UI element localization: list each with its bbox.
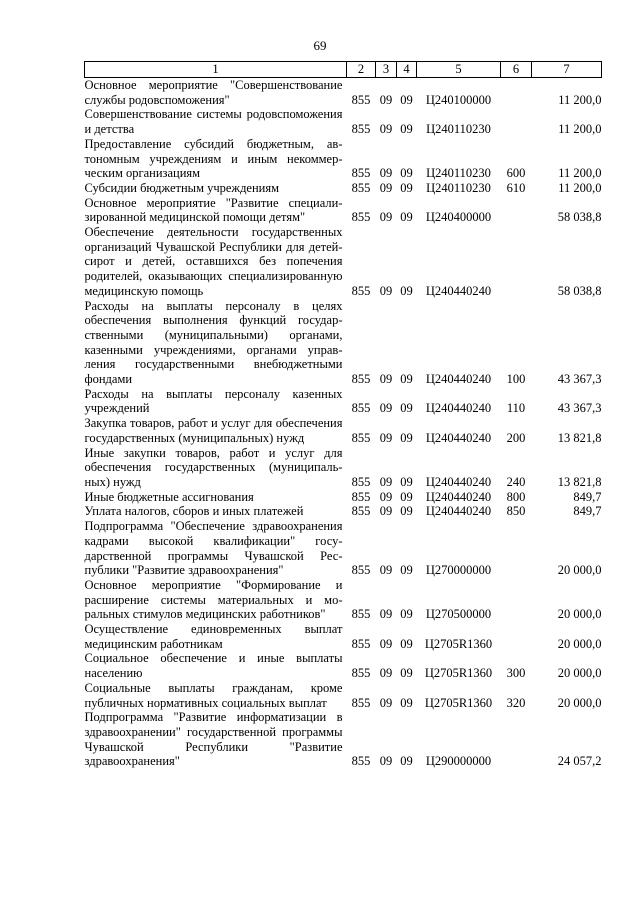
amount-cell: 20 000,0 — [557, 563, 602, 578]
column-header-3: 3 — [376, 62, 397, 78]
target-article-cell: Ц240100000 — [425, 92, 492, 107]
ministry-code-cell: 855 — [351, 695, 371, 710]
subsection-code-cell: 09 — [400, 489, 413, 504]
row-name-cell: Основное мероприятие "Совершенствование службы родовспоможения" — [84, 78, 343, 107]
section-code-cell: 09 — [379, 607, 393, 622]
section-code-cell: 09 — [379, 666, 393, 681]
expense-type-cell — [501, 519, 532, 578]
target-article-cell: Ц240440240 — [425, 372, 492, 387]
target-article-cell: Ц2705R1360 — [424, 695, 493, 710]
table-row — [85, 299, 602, 387]
expense-type-cell: 200 — [506, 430, 526, 445]
section-code-cell: 09 — [379, 754, 393, 769]
column-header-6: 6 — [501, 62, 532, 78]
table-row — [85, 78, 602, 108]
row-name-cell: Совершенствование системы родовспоможения и детства — [84, 107, 343, 137]
target-article-cell: Ц240400000 — [425, 210, 492, 225]
ministry-code-cell: 855 — [351, 210, 371, 225]
row-name-cell: Основное мероприятие "Развитие специализированной медицинской помощи детям" — [84, 195, 343, 225]
amount-cell: 20 000,0 — [557, 666, 602, 681]
row-name-cell: Закупка товаров, работ и услуг для обеспечения государственных (муниципальных) нужд — [84, 416, 343, 445]
expense-type-cell: 850 — [506, 504, 526, 519]
column-header-1: 1 — [85, 62, 347, 78]
section-code-cell: 09 — [379, 180, 393, 195]
target-article-cell: Ц2705R1360 — [424, 666, 493, 681]
expense-type-cell: 300 — [506, 666, 526, 681]
ministry-code-cell: 855 — [351, 563, 371, 578]
table-row — [85, 416, 602, 445]
row-name-cell: Подпрограмма "Обеспечение здравоохранения кадрами высокой квалификации" государственной программы Чувашской Республики "Развитие здравоохранения" — [84, 519, 343, 578]
column-header-7: 7 — [532, 62, 602, 78]
subsection-code-cell: 09 — [400, 666, 413, 681]
ministry-code-cell: 855 — [351, 474, 371, 489]
expense-type-cell: 320 — [506, 695, 526, 710]
subsection-code-cell: 09 — [400, 636, 413, 651]
row-name-cell: Социальные выплаты гражданам, кроме публичных нормативных социальных выплат — [84, 680, 343, 710]
target-article-cell: Ц240110230 — [426, 122, 491, 137]
table-row — [85, 578, 602, 622]
target-article-cell: Ц240440240 — [425, 504, 492, 519]
table-row — [85, 446, 602, 490]
subsection-code-cell: 09 — [400, 754, 413, 769]
amount-cell: 20 000,0 — [557, 636, 602, 651]
amount-cell: 11 200,0 — [558, 92, 602, 107]
section-code-cell: 09 — [379, 563, 393, 578]
target-article-cell: Ц290000000 — [425, 754, 492, 769]
section-code-cell: 09 — [379, 210, 393, 225]
table-row — [85, 137, 602, 181]
target-article-cell: Ц270000000 — [425, 563, 492, 578]
expense-type-cell: 100 — [506, 372, 526, 387]
amount-cell: 20 000,0 — [557, 695, 602, 710]
budget-table — [84, 61, 602, 769]
subsection-code-cell: 09 — [400, 607, 413, 622]
ministry-code-cell: 855 — [351, 504, 371, 519]
amount-cell: 58 038,8 — [557, 283, 602, 298]
ministry-code-cell: 855 — [351, 283, 371, 298]
target-article-cell: Ц240110230 — [426, 166, 491, 181]
ministry-code-cell: 855 — [351, 372, 371, 387]
subsection-code-cell: 09 — [400, 372, 413, 387]
section-code-cell: 09 — [379, 695, 393, 710]
table-row — [85, 504, 602, 519]
section-code-cell: 09 — [379, 401, 393, 416]
section-code-cell: 09 — [379, 92, 393, 107]
expense-type-cell — [501, 710, 532, 769]
table-row — [85, 181, 602, 196]
subsection-code-cell: 09 — [400, 695, 413, 710]
target-article-cell: Ц240110230 — [426, 180, 491, 195]
amount-cell: 13 821,8 — [557, 430, 602, 445]
ministry-code-cell: 855 — [351, 754, 371, 769]
amount-cell: 849,7 — [573, 489, 602, 504]
row-name-cell: Осуществление единовременных выплат медицинским работникам — [84, 622, 343, 651]
amount-cell: 11 200,0 — [558, 180, 602, 195]
table-row — [85, 387, 602, 416]
ministry-code-cell: 855 — [351, 92, 371, 107]
expense-type-cell — [501, 107, 532, 136]
section-code-cell: 09 — [379, 122, 393, 137]
expense-type-cell — [501, 622, 532, 651]
page-number: 69 — [313, 38, 327, 53]
subsection-code-cell: 09 — [400, 504, 413, 519]
ministry-code-cell: 855 — [351, 636, 371, 651]
column-header-4: 4 — [397, 62, 417, 78]
expense-type-cell: 240 — [506, 474, 526, 489]
column-header-2: 2 — [347, 62, 376, 78]
ministry-code-cell: 855 — [351, 180, 371, 195]
table-row — [85, 681, 602, 710]
expense-type-cell: 110 — [506, 401, 526, 416]
row-name-cell: Подпрограмма "Развитие информатизации в здравоохранении" государственной программы Чувашской Республики "Развитие здравоохранения" — [84, 710, 343, 769]
expense-type-cell — [501, 196, 532, 225]
expense-type-cell: 600 — [506, 166, 526, 181]
target-article-cell: Ц2705R1360 — [424, 636, 493, 651]
expense-type-cell: 610 — [506, 180, 526, 195]
ministry-code-cell: 855 — [351, 666, 371, 681]
amount-cell: 58 038,8 — [557, 210, 602, 225]
ministry-code-cell: 855 — [351, 430, 371, 445]
subsection-code-cell: 09 — [400, 210, 413, 225]
table-row — [85, 710, 602, 769]
ministry-code-cell: 855 — [351, 122, 371, 137]
section-code-cell: 09 — [379, 283, 393, 298]
row-name-cell: Субсидии бюджетным учреждениям — [84, 180, 280, 195]
subsection-code-cell: 09 — [400, 92, 413, 107]
expense-type-cell — [501, 225, 532, 299]
section-code-cell: 09 — [379, 489, 393, 504]
table-header-row — [85, 62, 602, 78]
subsection-code-cell: 09 — [400, 430, 413, 445]
amount-cell: 11 200,0 — [558, 166, 602, 181]
row-name-cell: Иные закупки товаров, работ и услуг для обеспечения государственных (муниципальных) нужд — [84, 445, 343, 489]
expense-type-cell — [501, 578, 532, 622]
section-code-cell: 09 — [379, 430, 393, 445]
amount-cell: 43 367,3 — [557, 372, 602, 387]
target-article-cell: Ц240440240 — [425, 474, 492, 489]
row-name-cell: Обеспечение деятельности государственных организаций Чувашской Республики для детей-сирот и детей, оставшихся без попечения родителей, оказывающих специализированную медицинскую помощь — [84, 225, 343, 298]
section-code-cell: 09 — [379, 636, 393, 651]
section-code-cell: 09 — [379, 504, 393, 519]
table-row — [85, 490, 602, 505]
amount-cell: 24 057,2 — [557, 754, 602, 769]
amount-cell: 20 000,0 — [557, 607, 602, 622]
table-row — [85, 519, 602, 578]
table-row — [85, 651, 602, 680]
target-article-cell: Ц240440240 — [425, 489, 492, 504]
target-article-cell: Ц240440240 — [425, 430, 492, 445]
section-code-cell: 09 — [379, 474, 393, 489]
ministry-code-cell: 855 — [351, 489, 371, 504]
amount-cell: 849,7 — [573, 504, 602, 519]
row-name-cell: Иные бюджетные ассигнования — [84, 489, 254, 504]
expense-type-cell: 800 — [506, 489, 526, 504]
row-name-cell: Основное мероприятие "Формирование и расширение системы материальных и моральных стимулов медицинских работников" — [84, 577, 343, 622]
ministry-code-cell: 855 — [351, 401, 371, 416]
amount-cell: 43 367,3 — [557, 401, 602, 416]
amount-cell: 13 821,8 — [557, 474, 602, 489]
subsection-code-cell: 09 — [400, 563, 413, 578]
subsection-code-cell: 09 — [400, 474, 413, 489]
subsection-code-cell: 09 — [400, 180, 413, 195]
row-name-cell: Расходы на выплаты персоналу в целях обеспечения выполнения функций государственными (муниципальными) органами, казенными учреждениями, органами управления государственными внебюджетными фондами — [84, 298, 343, 387]
subsection-code-cell: 09 — [400, 401, 413, 416]
table-row — [85, 622, 602, 651]
target-article-cell: Ц270500000 — [425, 607, 492, 622]
subsection-code-cell: 09 — [400, 283, 413, 298]
row-name-cell: Уплата налогов, сборов и иных платежей — [84, 504, 304, 519]
ministry-code-cell: 855 — [351, 607, 371, 622]
section-code-cell: 09 — [379, 166, 393, 181]
expense-type-cell — [501, 78, 532, 108]
table-row — [85, 196, 602, 225]
subsection-code-cell: 09 — [400, 122, 413, 137]
ministry-code-cell: 855 — [351, 166, 371, 181]
row-name-cell: Расходы на выплаты персоналу казенных учреждений — [84, 386, 343, 416]
table-row — [85, 107, 602, 136]
section-code-cell: 09 — [379, 372, 393, 387]
table-row — [85, 225, 602, 299]
amount-cell: 11 200,0 — [558, 122, 602, 137]
column-header-5: 5 — [417, 62, 501, 78]
target-article-cell: Ц240440240 — [425, 283, 492, 298]
table-body — [85, 78, 602, 770]
target-article-cell: Ц240440240 — [425, 401, 492, 416]
row-name-cell: Социальное обеспечение и иные выплаты населению — [84, 651, 343, 681]
row-name-cell: Предоставление субсидий бюджетным, автономным учреждениям и иным некоммерческим организациям — [84, 136, 343, 181]
subsection-code-cell: 09 — [400, 166, 413, 181]
